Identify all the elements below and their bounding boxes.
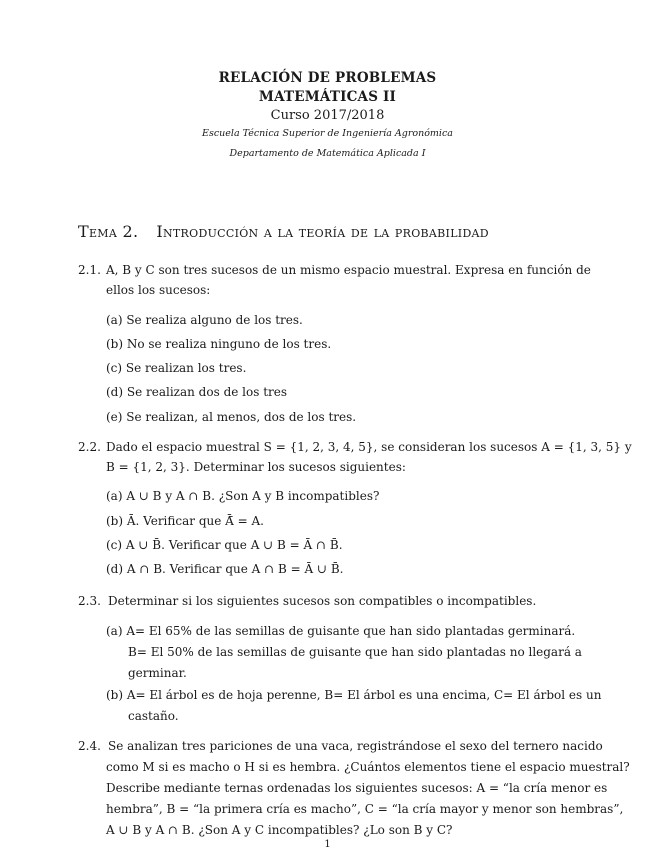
problem-number: 2.1. (78, 263, 101, 277)
course-year: Curso 2017/2018 (270, 108, 385, 123)
problem-text: Dado el espacio muestral S = {1, 2, 3, 4, 5}, se consideran los sucesos A = {1, 3, 5} y (106, 440, 632, 454)
problem-subitem: (c) Se realizan los tres. (106, 361, 247, 375)
problem-subitem: (b) A= El árbol es de hoja perenne, B= El árbol es una encima, C= El árbol es un (106, 688, 602, 702)
problem-text: hembra”, B = “la primera cría es macho”, C = “la cría mayor y menor son hembras”, (106, 802, 624, 816)
problem-text: Describe mediante ternas ordenadas los siguientes sucesos: A = “la cría menor es (106, 781, 608, 795)
problem-subitem: (d) A ∩ B. Verificar que A ∩ B = Ā ∪ B̄. (106, 562, 344, 576)
problem-text: como M si es macho o H si es hembra. ¿Cuántos elementos tiene el espacio muestral? (106, 760, 630, 774)
problem-number: 2.3. (78, 594, 101, 608)
problem-subitem: (b) No se realiza ninguno de los tres. (106, 337, 332, 351)
problem-text: ellos los sucesos: (106, 283, 211, 297)
problem-subitem: (a) A= El 65% de las semillas de guisante que han sido plantadas germinará. (106, 624, 576, 638)
school-name: Escuela Técnica Superior de Ingeniería Agronómica (202, 128, 453, 139)
problem-text: B = {1, 2, 3}. Determinar los sucesos siguientes: (106, 460, 406, 474)
problem-subitem: castaño. (128, 709, 179, 723)
subject-title: MATEMÁTICAS II (258, 89, 397, 105)
problem-text: Se analizan tres pariciones de una vaca, registrándose el sexo del ternero nacido (108, 739, 603, 753)
section-number: Tema 2. (78, 222, 139, 241)
section-heading (78, 222, 489, 241)
problem-text: Determinar si los siguientes sucesos son compatibles o incompatibles. (108, 594, 537, 608)
problem-subitem: (a) A ∪ B y A ∩ B. ¿Son A y B incompatibles? (106, 489, 380, 503)
problem-subitem: germinar. (128, 666, 187, 680)
problem-subitem: (c) A ∪ B̄. Verificar que A ∪ B = Ā ∩ B̄. (106, 538, 343, 552)
page-number: 1 (324, 839, 331, 850)
problem-subitem: (b) Ā. Verificar que Ā̄ = A. (106, 514, 264, 528)
problem-subitem: (a) Se realiza alguno de los tres. (106, 313, 303, 327)
problem-text: A ∪ B y A ∩ B. ¿Son A y C incompatibles? ¿Lo son B y C? (106, 823, 453, 837)
problem-text: A, B y C son tres sucesos de un mismo espacio muestral. Expresa en función de (106, 263, 591, 277)
problem-subitem: B= El 50% de las semillas de guisante que han sido plantadas no llegará a (128, 645, 582, 659)
problem-number: 2.4. (78, 739, 101, 753)
department-name: Departamento de Matemática Aplicada I (229, 148, 426, 159)
section-title: Introducción a la teoría de la probabilidad (156, 222, 489, 241)
problem-subitem: (d) Se realizan dos de los tres (106, 385, 288, 399)
document-title: RELACIÓN DE PROBLEMAS (218, 70, 437, 86)
problem-subitem: (e) Se realizan, al menos, dos de los tres. (106, 410, 357, 424)
problem-number: 2.2. (78, 440, 101, 454)
